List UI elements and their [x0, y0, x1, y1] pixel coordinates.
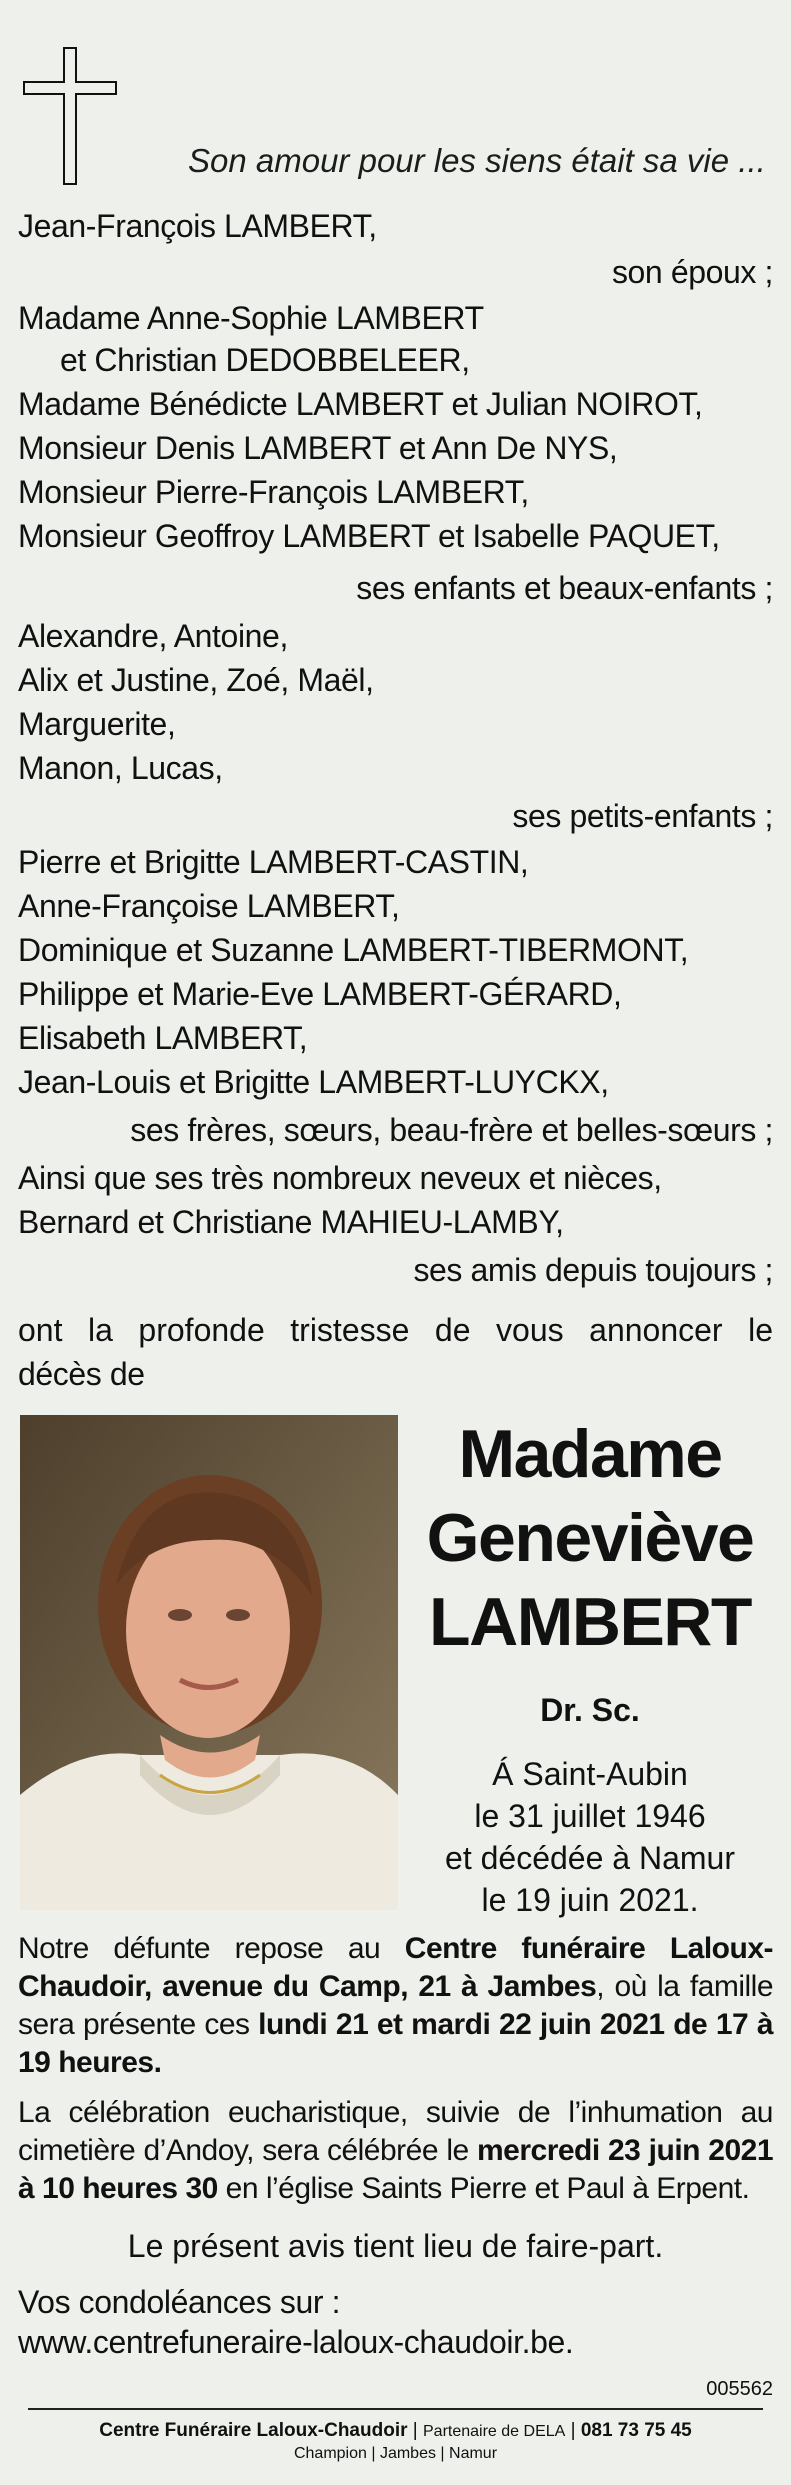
- repose-text: , où la famille sera présente ces: [18, 1970, 774, 2041]
- family-line: Elisabeth LAMBERT,: [18, 1020, 308, 1056]
- family-line: Madame Bénédicte LAMBERT et Julian NOIROT,: [18, 386, 703, 422]
- ceremony-paragraph: [18, 2094, 773, 2208]
- family-line: Monsieur Denis LAMBERT et Ann De NYS,: [18, 430, 618, 466]
- deceased-last-name: LAMBERT: [429, 1584, 751, 1660]
- family-line: Jean-Louis et Brigitte LAMBERT-LUYCKX,: [18, 1064, 609, 1100]
- family-line: Ainsi que ses très nombreux neveux et nièces,: [18, 1160, 662, 1196]
- family-line: Manon, Lucas,: [18, 750, 223, 786]
- footer-company: Centre Funéraire Laloux-Chaudoir: [99, 2420, 408, 2441]
- condolences-url[interactable]: www.centrefuneraire-laloux-chaudoir.be.: [18, 2324, 574, 2360]
- footer-partner: Partenaire de DELA: [423, 2423, 566, 2440]
- family-line: Marguerite,: [18, 706, 176, 742]
- birth-date: le 31 juillet 1946: [474, 1798, 706, 1834]
- footer-locations: Champion | Jambes | Namur: [293, 2445, 498, 2462]
- repose-text: Notre défunte repose au: [18, 1932, 405, 1965]
- family-line: Monsieur Geoffroy LAMBERT et Isabelle PAQUET,: [18, 518, 720, 554]
- motto: Son amour pour les siens était sa vie ...: [188, 142, 766, 179]
- announcement-line: ont la profonde tristesse de vous annoncer le: [18, 1312, 773, 1348]
- condolences-label: Vos condoléances sur :: [18, 2284, 341, 2320]
- family-line: ses petits-enfants ;: [512, 798, 773, 834]
- family-line: ses amis depuis toujours ;: [413, 1252, 773, 1288]
- death-place: et décédée à Namur: [445, 1840, 735, 1876]
- notice-line: Le présent avis tient lieu de faire-part.: [127, 2228, 664, 2264]
- family-line: son époux ;: [611, 254, 773, 290]
- repose-dates: lundi 21 et mardi 22 juin 2021 de 17 à 19 heures.: [18, 2008, 773, 2079]
- footer: Centre Funéraire Laloux-Chaudoir | Partenaire de DELA | 081 73 75 45 Champion | Jambes | Namur: [0, 2420, 791, 2465]
- family-line: Jean-François LAMBERT,: [18, 208, 377, 244]
- family-line: et Christian DEDOBBELEER,: [60, 342, 470, 378]
- family-line: Alix et Justine, Zoé, Maël,: [18, 662, 374, 698]
- family-line: Monsieur Pierre-François LAMBERT,: [18, 474, 529, 510]
- reference-number: 005562: [706, 2378, 773, 2400]
- family-line: Pierre et Brigitte LAMBERT-CASTIN,: [18, 844, 529, 880]
- footer-phone[interactable]: 081 73 75 45: [580, 2420, 692, 2441]
- family-line: Dominique et Suzanne LAMBERT-TIBERMONT,: [18, 932, 689, 968]
- family-line: Madame Anne-Sophie LAMBERT: [18, 300, 484, 336]
- family-line: ses enfants et beaux-enfants ;: [356, 570, 773, 606]
- footer-divider: [28, 2408, 763, 2410]
- repose-paragraph: [18, 1930, 773, 2082]
- death-date: le 19 juin 2021.: [481, 1882, 699, 1918]
- portrait-photo: [20, 1415, 398, 1910]
- repose-location: Centre funéraire Laloux-Chaudoir, avenue du Camp, 21 à Jambes: [18, 1932, 773, 2003]
- ceremony-text: en l’église Saints Pierre et Paul à Erpent.: [217, 2172, 750, 2205]
- ceremony-date: mercredi 23 juin 2021 à 10 heures 30: [18, 2134, 774, 2205]
- cross-icon: [20, 46, 120, 186]
- family-line: Philippe et Marie-Eve LAMBERT-GÉRARD,: [18, 976, 622, 1012]
- deceased-degree: Dr. Sc.: [540, 1692, 640, 1728]
- family-line: Anne-Françoise LAMBERT,: [18, 888, 400, 924]
- birth-place: Á Saint-Aubin: [492, 1756, 688, 1792]
- deceased-first-name: Geneviève: [426, 1500, 754, 1576]
- family-line: ses frères, sœurs, beau-frère et belles-sœurs ;: [130, 1112, 773, 1148]
- announcement-line: décès de: [18, 1356, 145, 1392]
- deceased-title: Madame: [458, 1416, 722, 1492]
- ceremony-text: La célébration eucharistique, suivie de l’inhumation au cimetière d’Andoy, sera célébrée le: [18, 2096, 773, 2167]
- family-line: Bernard et Christiane MAHIEU-LAMBY,: [18, 1204, 564, 1240]
- family-line: Alexandre, Antoine,: [18, 618, 288, 654]
